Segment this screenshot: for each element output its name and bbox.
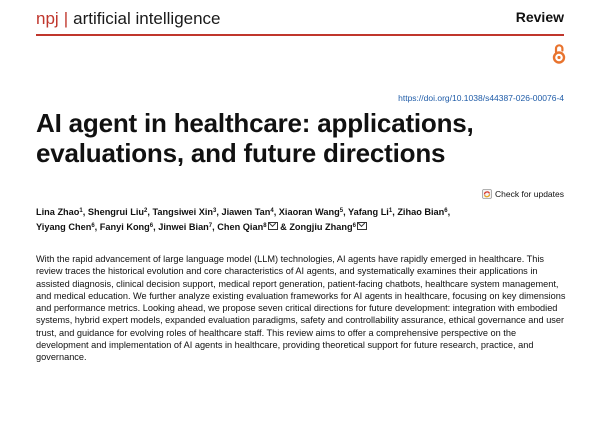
check-for-updates-label: Check for updates bbox=[495, 189, 564, 199]
envelope-icon[interactable] bbox=[357, 222, 367, 230]
author-affiliation: 8 bbox=[263, 223, 267, 229]
author-name[interactable]: Xiaoran Wang bbox=[278, 207, 340, 217]
header-divider bbox=[36, 34, 564, 36]
journal-header bbox=[36, 8, 564, 30]
author-affiliation: 2 bbox=[144, 208, 148, 214]
journal-separator: | bbox=[63, 9, 69, 28]
author-affiliation: 6 bbox=[91, 223, 95, 229]
author-affiliation: 4 bbox=[270, 208, 274, 214]
check-for-updates-icon bbox=[482, 189, 492, 199]
journal-name: artificial intelligence bbox=[73, 9, 221, 28]
author-name[interactable]: Yiyang Chen bbox=[36, 222, 92, 232]
envelope-icon[interactable] bbox=[268, 222, 278, 230]
open-access-icon bbox=[552, 43, 566, 65]
author-conjunction: & bbox=[280, 222, 287, 232]
author-name[interactable]: Zongjiu Zhang bbox=[289, 222, 353, 232]
author-affiliation: 5 bbox=[339, 208, 344, 214]
author-affiliation: 3 bbox=[213, 208, 217, 214]
author-affiliation: 6 bbox=[352, 223, 356, 229]
author-list: Lina Zhao$^1$, Shengrui Liu$^2$, Tangsiwei Xin$^3$, Jiawen Tan$^4$, Xiaoran Wang$^5$, Yafang Li$^1$, Zihao Bian$^6$, Yiyang Chen$^6$, Fanyi Kong$^6$, Jinwei Bian$^7$, Chen Qian$^8$ & Zongjiu Zhang$^6$ bbox=[36, 207, 451, 232]
author-name[interactable]: Fanyi Kong bbox=[99, 222, 150, 232]
journal-prefix: npj bbox=[36, 9, 59, 28]
author-name[interactable]: Yafang Li bbox=[348, 207, 389, 217]
journal-brand bbox=[36, 8, 221, 30]
author-affiliation: 6 bbox=[149, 223, 154, 229]
author-affiliation: 1 bbox=[79, 208, 83, 214]
abstract-text: With the rapid advancement of large language model (LLM) technologies, AI agents have rapidly emerged in healthcare. This review traces the historical evolution and core characteristics of AI agents, and systematically examines their applications in assisted diagnosis, clinical decision support, medical report generation, patient-facing chatbots, healthcare system management, and medical education. We further analyze existing evaluation frameworks for AI agents in healthcare, focusing on key dimensions and performance metrics. Looking ahead, we propose seven critical directions for future development: integration with embodied systems, hybrid expert models, expanded evaluation paradigms, safety and controllability assurance, ethical governance and user trust, and guidance for evolving roles of healthcare staff. This review aims to offer a comprehensive perspective on the development and implementation of AI agents in healthcare, providing theoretical support for future research, practice, and governance. bbox=[36, 254, 566, 363]
author-affiliation: 7 bbox=[208, 223, 213, 229]
author-name[interactable]: Chen Qian bbox=[217, 222, 264, 232]
author-name[interactable]: Lina Zhao bbox=[36, 207, 80, 217]
author-name[interactable]: Zihao Bian bbox=[397, 207, 445, 217]
article-type-label: Review bbox=[515, 9, 564, 25]
author-name[interactable]: Tangsiwei Xin bbox=[152, 207, 214, 217]
author-name[interactable]: Shengrui Liu bbox=[87, 207, 144, 217]
author-name[interactable]: Jiawen Tan bbox=[221, 207, 271, 217]
doi-link[interactable]: https://doi.org/10.1038/s44387-026-00076-4 bbox=[398, 93, 564, 103]
author-name[interactable]: Jinwei Bian bbox=[158, 222, 209, 232]
article-title: AI agent in healthcare: applications, evaluations, and future directions bbox=[36, 108, 474, 168]
author-affiliation: 6 bbox=[444, 208, 448, 214]
check-for-updates-button[interactable] bbox=[482, 189, 564, 199]
author-affiliation: 1 bbox=[388, 208, 393, 214]
